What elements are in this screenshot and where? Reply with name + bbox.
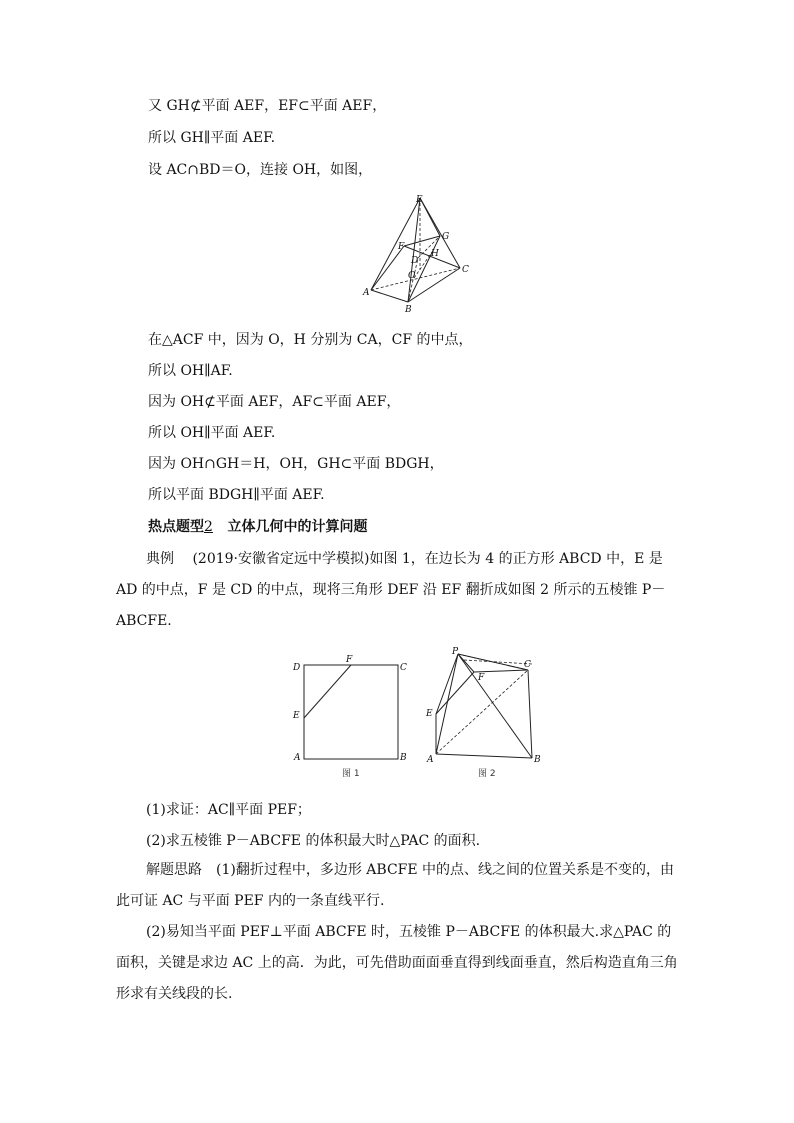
pt-B: B — [534, 755, 541, 765]
question-1: (1)求证：AC∥平面 PEF； — [146, 802, 311, 818]
pt-H: H — [431, 249, 439, 259]
pt-F: F — [398, 242, 405, 252]
section-title: 立体几何中的计算问题 — [227, 519, 368, 535]
hint-paragraph-2: (2)易知当平面 PEF⊥平面 ABCFE 时，五棱锥 P－ABCFE 的体积最大.求△PAC 的面积，关键是求边 AC 上的高．为此，可先借助面面垂直得到线面垂直，然后构造直角三角形求有关线段的长. — [116, 924, 678, 1002]
figure-1-caption: 图 1 — [342, 769, 360, 779]
section-number: 2 — [204, 519, 213, 535]
hint-paragraph-1: 解题思路 (1)翻折过程中，多边形 ABCFE 中的点、线之间的位置关系是不变的，由此可证 AC 与平面 PEF 内的一条直线平行. — [116, 862, 675, 909]
pt-O: O — [408, 271, 416, 281]
pt-E: E — [416, 195, 423, 205]
figure-2-caption: 图 2 — [478, 769, 496, 779]
pt-A: A — [427, 755, 434, 765]
pt-C: C — [462, 265, 469, 275]
pt-C: C — [400, 663, 407, 673]
pt-F: F — [478, 673, 485, 683]
question-2: (2)求五棱锥 P－ABCFE 的体积最大时△PAC 的面积. — [146, 833, 481, 849]
pt-F: F — [346, 655, 353, 665]
pt-G: G — [442, 232, 450, 242]
pt-B: B — [405, 305, 412, 314]
pt-D: D — [293, 663, 301, 673]
proof-line: 所以 GH∥平面 AEF. — [148, 130, 276, 146]
pt-A: A — [294, 753, 301, 763]
proof-line: 因为 OH∩GH＝H，OH，GH⊂平面 BDGH， — [148, 456, 444, 472]
figure-1 — [290, 652, 410, 782]
proof-line: 所以 OH∥AF. — [148, 363, 233, 379]
section-label: 热点题型 — [148, 519, 204, 535]
proof-line: 设 AC∩BD＝O，连接 OH，如图， — [148, 162, 373, 178]
example-paragraph: 典例 (2019·安徽省定远中学模拟)如图 1，在边长为 4 的正方形 ABCD 中，E 是 AD 的中点，F 是 CD 的中点，现将三角形 DEF 沿 EF 翻折成如图 2 所示的五棱锥 P－ABCFE. — [116, 551, 666, 629]
proof-line: 因为 OH⊄平面 AEF，AF⊂平面 AEF， — [148, 394, 401, 410]
pt-E: E — [426, 709, 433, 719]
figure-pyramid — [362, 192, 478, 314]
figure-2 — [422, 646, 546, 780]
proof-line: 所以平面 BDGH∥平面 AEF. — [148, 487, 325, 503]
pt-B: B — [400, 753, 407, 763]
proof-line: 在△ACF 中，因为 O，H 分别为 CA，CF 的中点， — [148, 332, 473, 348]
pt-C: C — [524, 660, 531, 670]
pt-D: D — [411, 256, 419, 266]
pt-P: P — [452, 647, 459, 657]
pt-E: E — [293, 711, 300, 721]
pt-A: A — [363, 288, 370, 298]
proof-line: 所以 OH∥平面 AEF. — [148, 425, 276, 441]
section-heading — [148, 517, 368, 537]
proof-line: 又 GH⊄平面 AEF，EF⊂平面 AEF， — [148, 98, 387, 114]
